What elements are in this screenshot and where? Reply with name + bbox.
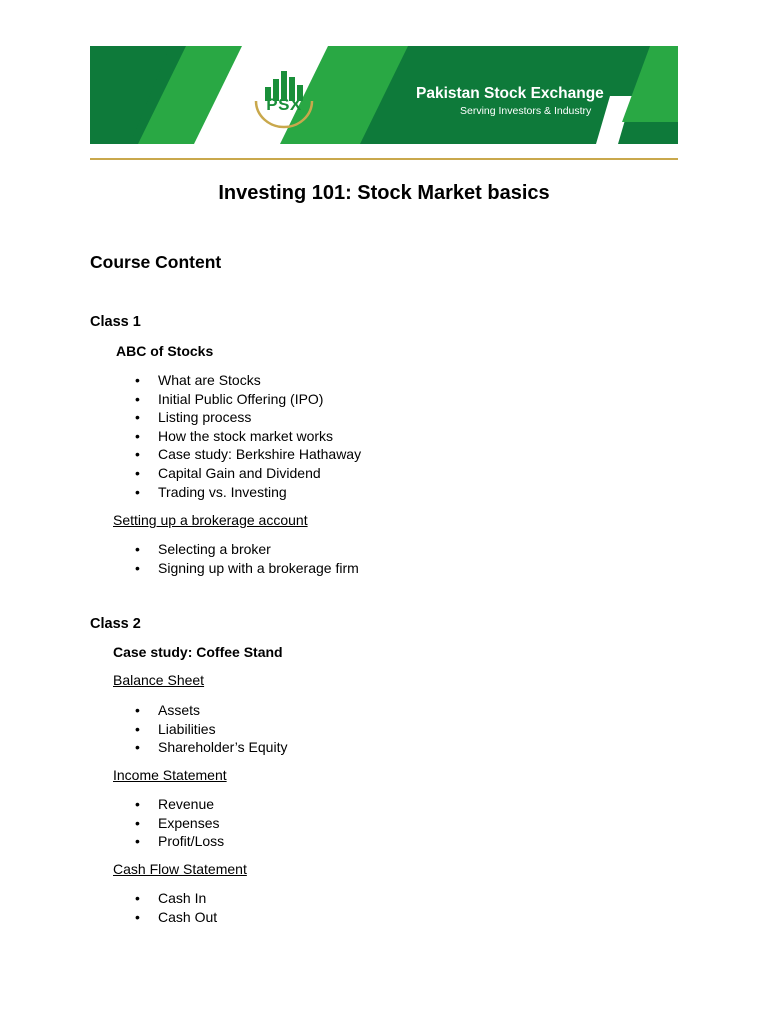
list-item: • Profit/Loss — [135, 832, 224, 851]
list-item: • Case study: Berkshire Hathaway — [135, 445, 361, 464]
balance-sheet-list — [135, 701, 287, 757]
cash-flow-heading: Cash Flow Statement — [113, 861, 247, 877]
list-item: • Expenses — [135, 814, 224, 833]
brand-name: Pakistan Stock Exchange — [416, 85, 604, 102]
list-item: • Initial Public Offering (IPO) — [135, 390, 361, 409]
list-item: • What are Stocks — [135, 371, 361, 390]
logo-wordmark: PSX — [266, 95, 302, 114]
class-2-heading: Class 2 — [90, 616, 141, 632]
income-statement-heading: Income Statement — [113, 767, 227, 783]
brokerage-heading: Setting up a brokerage account — [113, 512, 308, 528]
income-statement-list — [135, 795, 224, 851]
brand-tagline: Serving Investors & Industry — [460, 105, 592, 117]
class-1-subheading: ABC of Stocks — [116, 343, 214, 359]
balance-sheet-heading: Balance Sheet — [113, 672, 205, 688]
list-item: • Selecting a broker — [135, 540, 359, 559]
header-divider — [90, 158, 678, 160]
class-1-topic-list — [135, 371, 361, 501]
course-content-heading: Course Content — [90, 252, 222, 272]
list-item: • Assets — [135, 701, 287, 720]
list-item: • Listing process — [135, 408, 361, 427]
list-item: • Cash In — [135, 889, 217, 908]
class-2-subheading: Case study: Coffee Stand — [113, 644, 283, 660]
list-item: • Trading vs. Investing — [135, 483, 361, 502]
list-item: • Shareholder’s Equity — [135, 738, 287, 757]
class-1-heading: Class 1 — [90, 314, 141, 330]
list-item: • Cash Out — [135, 908, 217, 927]
list-item: • Revenue — [135, 795, 224, 814]
cash-flow-list — [135, 889, 217, 926]
list-item: • Signing up with a brokerage firm — [135, 559, 359, 578]
list-item: • How the stock market works — [135, 427, 361, 446]
list-item: • Capital Gain and Dividend — [135, 464, 361, 483]
brokerage-list — [135, 540, 359, 577]
list-item: • Liabilities — [135, 720, 287, 739]
document-title: Investing 101: Stock Market basics — [218, 182, 550, 204]
